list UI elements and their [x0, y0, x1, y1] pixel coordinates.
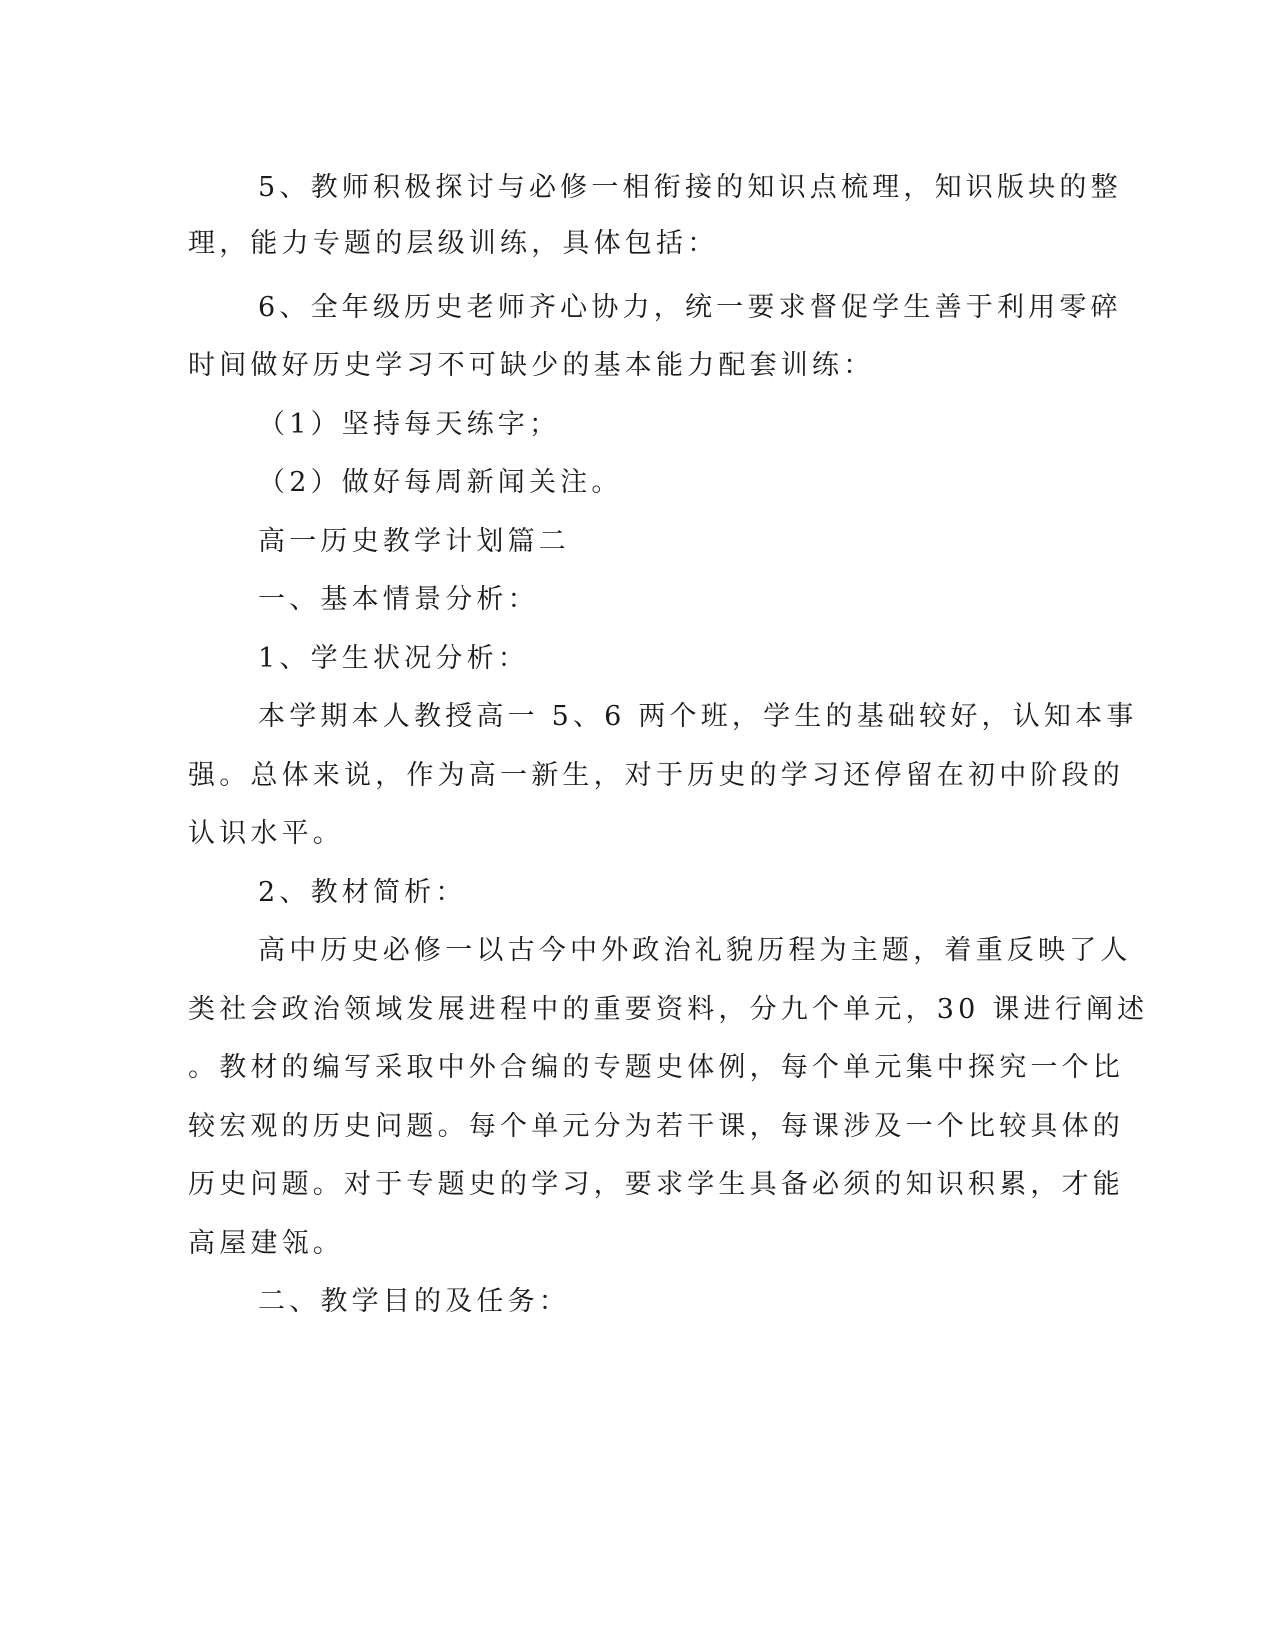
paragraph-line: 较宏观的历史问题。每个单元分为若干课，每课涉及一个比较具体的 — [188, 1111, 1124, 1142]
paragraph-line: 。教材的编写采取中外合编的专题史体例，每个单元集中探究一个比 — [188, 1052, 1124, 1083]
paragraph-line: 高中历史必修一以古今中外政治礼貌历程为主题，着重反映了人 — [258, 935, 1132, 966]
paragraph-line: 本学期本人教授高一 5、6 两个班，学生的基础较好，认知本事 — [258, 701, 1138, 732]
paragraph-line: 5、教师积极探讨与必修一相衔接的知识点梳理，知识版块的整 — [258, 172, 1122, 203]
list-item: （1）坚持每天练字； — [258, 409, 561, 440]
paragraph-line: 时间做好历史学习不可缺少的基本能力配套训练： — [188, 350, 875, 381]
paragraph-line: 认识水平。 — [188, 818, 344, 849]
list-item: （2）做好每周新闻关注。 — [258, 467, 623, 498]
subsection-heading: 1、学生状况分析： — [258, 643, 529, 674]
paragraph-line: 6、全年级历史老师齐心协力，统一要求督促学生善于利用零碎 — [258, 292, 1122, 323]
subsection-heading: 2、教材简析： — [258, 877, 467, 908]
paragraph-line: 强。总体来说，作为高一新生，对于历史的学习还停留在初中阶段的 — [188, 760, 1124, 791]
paragraph-line: 理，能力专题的层级训练，具体包括： — [188, 228, 719, 259]
section-heading: 一、基本情景分析： — [258, 584, 539, 615]
paragraph-line: 历史问题。对于专题史的学习，要求学生具备必须的知识积累，才能 — [188, 1169, 1124, 1200]
paragraph-line: 类社会政治领域发展进程中的重要资料，分九个单元，30 课进行阐述 — [188, 994, 1149, 1025]
paragraph-line: 高屋建瓴。 — [188, 1228, 344, 1259]
section-title: 高一历史教学计划篇二 — [258, 526, 570, 557]
section-heading: 二、教学目的及任务： — [258, 1286, 570, 1317]
